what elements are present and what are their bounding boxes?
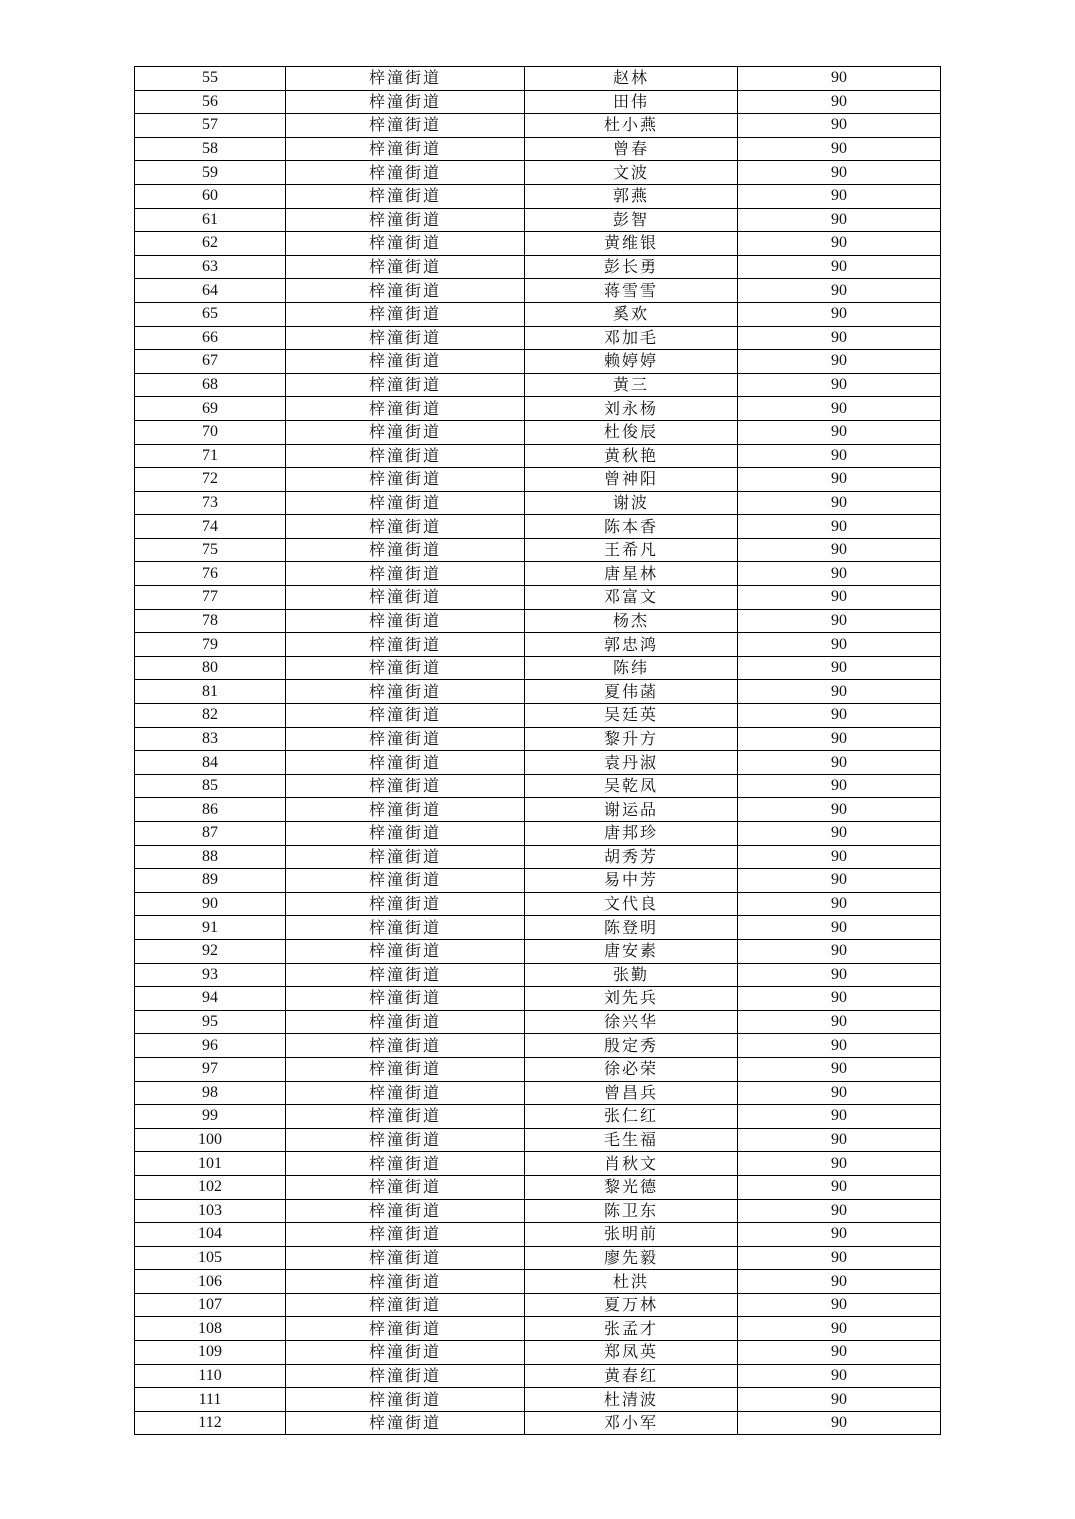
score-cell: 90 [738, 1057, 941, 1081]
district-cell: 梓潼街道 [286, 1175, 525, 1199]
row-number-cell: 100 [135, 1128, 286, 1152]
person-name-cell: 袁丹淑 [525, 751, 738, 775]
person-name-cell: 肖秋文 [525, 1152, 738, 1176]
score-cell: 90 [738, 1223, 941, 1247]
table-row [135, 232, 941, 256]
district-cell: 梓潼街道 [286, 161, 525, 185]
person-name-cell: 夏伟菡 [525, 680, 738, 704]
table-row [135, 114, 941, 138]
district-cell: 梓潼街道 [286, 255, 525, 279]
person-name-cell: 黎光德 [525, 1175, 738, 1199]
table-row [135, 869, 941, 893]
district-cell: 梓潼街道 [286, 1152, 525, 1176]
district-cell: 梓潼街道 [286, 208, 525, 232]
table-row [135, 468, 941, 492]
person-name-cell: 郭燕 [525, 184, 738, 208]
score-cell: 90 [738, 444, 941, 468]
person-name-cell: 文代良 [525, 892, 738, 916]
row-number-cell: 67 [135, 350, 286, 374]
score-cell: 90 [738, 822, 941, 846]
table-row [135, 397, 941, 421]
row-number-cell: 75 [135, 538, 286, 562]
score-cell: 90 [738, 727, 941, 751]
table-row [135, 1411, 941, 1435]
person-name-cell: 徐兴华 [525, 1010, 738, 1034]
person-name-cell: 黄三 [525, 373, 738, 397]
score-cell: 90 [738, 609, 941, 633]
row-number-cell: 77 [135, 586, 286, 610]
district-cell: 梓潼街道 [286, 397, 525, 421]
person-name-cell: 赖婷婷 [525, 350, 738, 374]
row-number-cell: 97 [135, 1057, 286, 1081]
row-number-cell: 59 [135, 161, 286, 185]
person-name-cell: 张孟才 [525, 1317, 738, 1341]
score-cell: 90 [738, 916, 941, 940]
person-name-cell: 刘先兵 [525, 987, 738, 1011]
row-number-cell: 69 [135, 397, 286, 421]
table-row [135, 609, 941, 633]
table-row [135, 963, 941, 987]
score-cell: 90 [738, 1152, 941, 1176]
table-row [135, 279, 941, 303]
district-cell: 梓潼街道 [286, 1034, 525, 1058]
table-row [135, 633, 941, 657]
table-row [135, 420, 941, 444]
district-cell: 梓潼街道 [286, 1317, 525, 1341]
score-cell: 90 [738, 704, 941, 728]
table-row [135, 987, 941, 1011]
score-cell: 90 [738, 1388, 941, 1412]
table-row [135, 845, 941, 869]
district-cell: 梓潼街道 [286, 90, 525, 114]
row-number-cell: 57 [135, 114, 286, 138]
person-name-cell: 陈本香 [525, 515, 738, 539]
table-row [135, 1034, 941, 1058]
district-cell: 梓潼街道 [286, 1270, 525, 1294]
district-cell: 梓潼街道 [286, 1388, 525, 1412]
district-cell: 梓潼街道 [286, 1010, 525, 1034]
row-number-cell: 91 [135, 916, 286, 940]
score-cell: 90 [738, 67, 941, 91]
person-name-cell: 杜小燕 [525, 114, 738, 138]
table-row [135, 255, 941, 279]
person-name-cell: 徐必荣 [525, 1057, 738, 1081]
score-cell: 90 [738, 468, 941, 492]
person-name-cell: 张勤 [525, 963, 738, 987]
table-row [135, 680, 941, 704]
person-name-cell: 黄秋艳 [525, 444, 738, 468]
person-name-cell: 谢运品 [525, 798, 738, 822]
score-cell: 90 [738, 1411, 941, 1435]
table-row [135, 1105, 941, 1129]
score-cell: 90 [738, 751, 941, 775]
row-number-cell: 98 [135, 1081, 286, 1105]
score-cell: 90 [738, 1293, 941, 1317]
row-number-cell: 87 [135, 822, 286, 846]
district-cell: 梓潼街道 [286, 491, 525, 515]
roster-table-body [135, 67, 941, 1435]
row-number-cell: 55 [135, 67, 286, 91]
row-number-cell: 62 [135, 232, 286, 256]
district-cell: 梓潼街道 [286, 751, 525, 775]
table-row [135, 1293, 941, 1317]
person-name-cell: 杜俊辰 [525, 420, 738, 444]
row-number-cell: 94 [135, 987, 286, 1011]
table-row [135, 1081, 941, 1105]
district-cell: 梓潼街道 [286, 869, 525, 893]
district-cell: 梓潼街道 [286, 1293, 525, 1317]
table-row [135, 184, 941, 208]
table-row [135, 161, 941, 185]
score-cell: 90 [738, 798, 941, 822]
row-number-cell: 106 [135, 1270, 286, 1294]
row-number-cell: 80 [135, 656, 286, 680]
row-number-cell: 101 [135, 1152, 286, 1176]
row-number-cell: 102 [135, 1175, 286, 1199]
score-cell: 90 [738, 208, 941, 232]
district-cell: 梓潼街道 [286, 373, 525, 397]
person-name-cell: 郑凤英 [525, 1341, 738, 1365]
score-cell: 90 [738, 1341, 941, 1365]
table-row [135, 538, 941, 562]
district-cell: 梓潼街道 [286, 704, 525, 728]
person-name-cell: 彭智 [525, 208, 738, 232]
table-row [135, 727, 941, 751]
score-cell: 90 [738, 161, 941, 185]
table-row [135, 1152, 941, 1176]
table-row [135, 1057, 941, 1081]
table-row [135, 1199, 941, 1223]
district-cell: 梓潼街道 [286, 302, 525, 326]
district-cell: 梓潼街道 [286, 1364, 525, 1388]
person-name-cell: 黄春红 [525, 1364, 738, 1388]
score-cell: 90 [738, 1246, 941, 1270]
table-row [135, 656, 941, 680]
table-row [135, 562, 941, 586]
score-cell: 90 [738, 137, 941, 161]
table-row [135, 1270, 941, 1294]
district-cell: 梓潼街道 [286, 586, 525, 610]
person-name-cell: 胡秀芳 [525, 845, 738, 869]
score-cell: 90 [738, 1128, 941, 1152]
district-cell: 梓潼街道 [286, 279, 525, 303]
row-number-cell: 58 [135, 137, 286, 161]
table-row [135, 1341, 941, 1365]
row-number-cell: 78 [135, 609, 286, 633]
table-row [135, 1317, 941, 1341]
person-name-cell: 田伟 [525, 90, 738, 114]
district-cell: 梓潼街道 [286, 656, 525, 680]
person-name-cell: 杜清波 [525, 1388, 738, 1412]
score-cell: 90 [738, 1081, 941, 1105]
row-number-cell: 76 [135, 562, 286, 586]
score-cell: 90 [738, 1364, 941, 1388]
person-name-cell: 郭忠鸿 [525, 633, 738, 657]
person-name-cell: 毛生福 [525, 1128, 738, 1152]
district-cell: 梓潼街道 [286, 1199, 525, 1223]
score-cell: 90 [738, 302, 941, 326]
district-cell: 梓潼街道 [286, 916, 525, 940]
person-name-cell: 彭长勇 [525, 255, 738, 279]
person-name-cell: 殷定秀 [525, 1034, 738, 1058]
score-cell: 90 [738, 350, 941, 374]
district-cell: 梓潼街道 [286, 420, 525, 444]
table-row [135, 892, 941, 916]
district-cell: 梓潼街道 [286, 774, 525, 798]
person-name-cell: 赵林 [525, 67, 738, 91]
district-cell: 梓潼街道 [286, 1411, 525, 1435]
person-name-cell: 谢波 [525, 491, 738, 515]
table-row [135, 1175, 941, 1199]
district-cell: 梓潼街道 [286, 609, 525, 633]
row-number-cell: 111 [135, 1388, 286, 1412]
person-name-cell: 陈登明 [525, 916, 738, 940]
person-name-cell: 唐星林 [525, 562, 738, 586]
person-name-cell: 黎升方 [525, 727, 738, 751]
score-cell: 90 [738, 515, 941, 539]
person-name-cell: 曾神阳 [525, 468, 738, 492]
person-name-cell: 廖先毅 [525, 1246, 738, 1270]
score-cell: 90 [738, 491, 941, 515]
table-row [135, 774, 941, 798]
table-row [135, 704, 941, 728]
roster-table [134, 66, 941, 1435]
person-name-cell: 唐安素 [525, 939, 738, 963]
table-row [135, 1010, 941, 1034]
district-cell: 梓潼街道 [286, 939, 525, 963]
row-number-cell: 83 [135, 727, 286, 751]
row-number-cell: 107 [135, 1293, 286, 1317]
score-cell: 90 [738, 869, 941, 893]
row-number-cell: 56 [135, 90, 286, 114]
district-cell: 梓潼街道 [286, 1246, 525, 1270]
row-number-cell: 96 [135, 1034, 286, 1058]
table-row [135, 1388, 941, 1412]
score-cell: 90 [738, 1317, 941, 1341]
score-cell: 90 [738, 774, 941, 798]
district-cell: 梓潼街道 [286, 468, 525, 492]
person-name-cell: 刘永杨 [525, 397, 738, 421]
district-cell: 梓潼街道 [286, 1223, 525, 1247]
person-name-cell: 王希凡 [525, 538, 738, 562]
score-cell: 90 [738, 420, 941, 444]
row-number-cell: 68 [135, 373, 286, 397]
district-cell: 梓潼街道 [286, 184, 525, 208]
row-number-cell: 93 [135, 963, 286, 987]
table-row [135, 1128, 941, 1152]
person-name-cell: 易中芳 [525, 869, 738, 893]
table-row [135, 137, 941, 161]
score-cell: 90 [738, 1105, 941, 1129]
row-number-cell: 95 [135, 1010, 286, 1034]
score-cell: 90 [738, 586, 941, 610]
score-cell: 90 [738, 845, 941, 869]
row-number-cell: 104 [135, 1223, 286, 1247]
table-row [135, 1246, 941, 1270]
district-cell: 梓潼街道 [286, 67, 525, 91]
person-name-cell: 杨杰 [525, 609, 738, 633]
table-row [135, 491, 941, 515]
person-name-cell: 张仁红 [525, 1105, 738, 1129]
row-number-cell: 109 [135, 1341, 286, 1365]
person-name-cell: 邓加毛 [525, 326, 738, 350]
person-name-cell: 张明前 [525, 1223, 738, 1247]
district-cell: 梓潼街道 [286, 232, 525, 256]
row-number-cell: 85 [135, 774, 286, 798]
row-number-cell: 72 [135, 468, 286, 492]
table-row [135, 751, 941, 775]
district-cell: 梓潼街道 [286, 538, 525, 562]
row-number-cell: 81 [135, 680, 286, 704]
person-name-cell: 文波 [525, 161, 738, 185]
row-number-cell: 60 [135, 184, 286, 208]
district-cell: 梓潼街道 [286, 798, 525, 822]
district-cell: 梓潼街道 [286, 963, 525, 987]
table-row [135, 326, 941, 350]
score-cell: 90 [738, 892, 941, 916]
district-cell: 梓潼街道 [286, 987, 525, 1011]
score-cell: 90 [738, 987, 941, 1011]
table-row [135, 1223, 941, 1247]
score-cell: 90 [738, 373, 941, 397]
table-row [135, 916, 941, 940]
table-row [135, 1364, 941, 1388]
person-name-cell: 唐邦珍 [525, 822, 738, 846]
person-name-cell: 邓富文 [525, 586, 738, 610]
person-name-cell: 曾昌兵 [525, 1081, 738, 1105]
score-cell: 90 [738, 680, 941, 704]
person-name-cell: 曾春 [525, 137, 738, 161]
score-cell: 90 [738, 326, 941, 350]
district-cell: 梓潼街道 [286, 137, 525, 161]
table-row [135, 90, 941, 114]
table-row [135, 350, 941, 374]
district-cell: 梓潼街道 [286, 633, 525, 657]
person-name-cell: 陈卫东 [525, 1199, 738, 1223]
score-cell: 90 [738, 1175, 941, 1199]
score-cell: 90 [738, 1199, 941, 1223]
district-cell: 梓潼街道 [286, 892, 525, 916]
district-cell: 梓潼街道 [286, 845, 525, 869]
table-row [135, 208, 941, 232]
person-name-cell: 邓小军 [525, 1411, 738, 1435]
row-number-cell: 88 [135, 845, 286, 869]
row-number-cell: 61 [135, 208, 286, 232]
person-name-cell: 杜洪 [525, 1270, 738, 1294]
row-number-cell: 71 [135, 444, 286, 468]
district-cell: 梓潼街道 [286, 727, 525, 751]
table-row [135, 444, 941, 468]
score-cell: 90 [738, 397, 941, 421]
table-row [135, 515, 941, 539]
table-row [135, 822, 941, 846]
district-cell: 梓潼街道 [286, 515, 525, 539]
table-row [135, 798, 941, 822]
row-number-cell: 66 [135, 326, 286, 350]
row-number-cell: 73 [135, 491, 286, 515]
district-cell: 梓潼街道 [286, 1128, 525, 1152]
district-cell: 梓潼街道 [286, 350, 525, 374]
row-number-cell: 84 [135, 751, 286, 775]
score-cell: 90 [738, 184, 941, 208]
row-number-cell: 79 [135, 633, 286, 657]
district-cell: 梓潼街道 [286, 326, 525, 350]
person-name-cell: 夏万林 [525, 1293, 738, 1317]
district-cell: 梓潼街道 [286, 1341, 525, 1365]
table-row [135, 373, 941, 397]
row-number-cell: 82 [135, 704, 286, 728]
row-number-cell: 90 [135, 892, 286, 916]
person-name-cell: 陈纬 [525, 656, 738, 680]
row-number-cell: 99 [135, 1105, 286, 1129]
score-cell: 90 [738, 90, 941, 114]
row-number-cell: 74 [135, 515, 286, 539]
row-number-cell: 105 [135, 1246, 286, 1270]
district-cell: 梓潼街道 [286, 822, 525, 846]
score-cell: 90 [738, 114, 941, 138]
score-cell: 90 [738, 562, 941, 586]
score-cell: 90 [738, 538, 941, 562]
score-cell: 90 [738, 963, 941, 987]
table-row [135, 67, 941, 91]
district-cell: 梓潼街道 [286, 1081, 525, 1105]
row-number-cell: 103 [135, 1199, 286, 1223]
person-name-cell: 奚欢 [525, 302, 738, 326]
district-cell: 梓潼街道 [286, 114, 525, 138]
row-number-cell: 110 [135, 1364, 286, 1388]
row-number-cell: 92 [135, 939, 286, 963]
table-row [135, 586, 941, 610]
score-cell: 90 [738, 1270, 941, 1294]
person-name-cell: 吴乾凤 [525, 774, 738, 798]
person-name-cell: 吴廷英 [525, 704, 738, 728]
district-cell: 梓潼街道 [286, 680, 525, 704]
row-number-cell: 108 [135, 1317, 286, 1341]
district-cell: 梓潼街道 [286, 1105, 525, 1129]
score-cell: 90 [738, 939, 941, 963]
row-number-cell: 65 [135, 302, 286, 326]
table-row [135, 939, 941, 963]
score-cell: 90 [738, 1034, 941, 1058]
row-number-cell: 63 [135, 255, 286, 279]
row-number-cell: 89 [135, 869, 286, 893]
score-cell: 90 [738, 279, 941, 303]
score-cell: 90 [738, 232, 941, 256]
row-number-cell: 70 [135, 420, 286, 444]
person-name-cell: 黄维银 [525, 232, 738, 256]
row-number-cell: 64 [135, 279, 286, 303]
table-row [135, 302, 941, 326]
score-cell: 90 [738, 1010, 941, 1034]
district-cell: 梓潼街道 [286, 444, 525, 468]
district-cell: 梓潼街道 [286, 1057, 525, 1081]
row-number-cell: 112 [135, 1411, 286, 1435]
row-number-cell: 86 [135, 798, 286, 822]
district-cell: 梓潼街道 [286, 562, 525, 586]
score-cell: 90 [738, 656, 941, 680]
score-cell: 90 [738, 255, 941, 279]
person-name-cell: 蒋雪雪 [525, 279, 738, 303]
score-cell: 90 [738, 633, 941, 657]
